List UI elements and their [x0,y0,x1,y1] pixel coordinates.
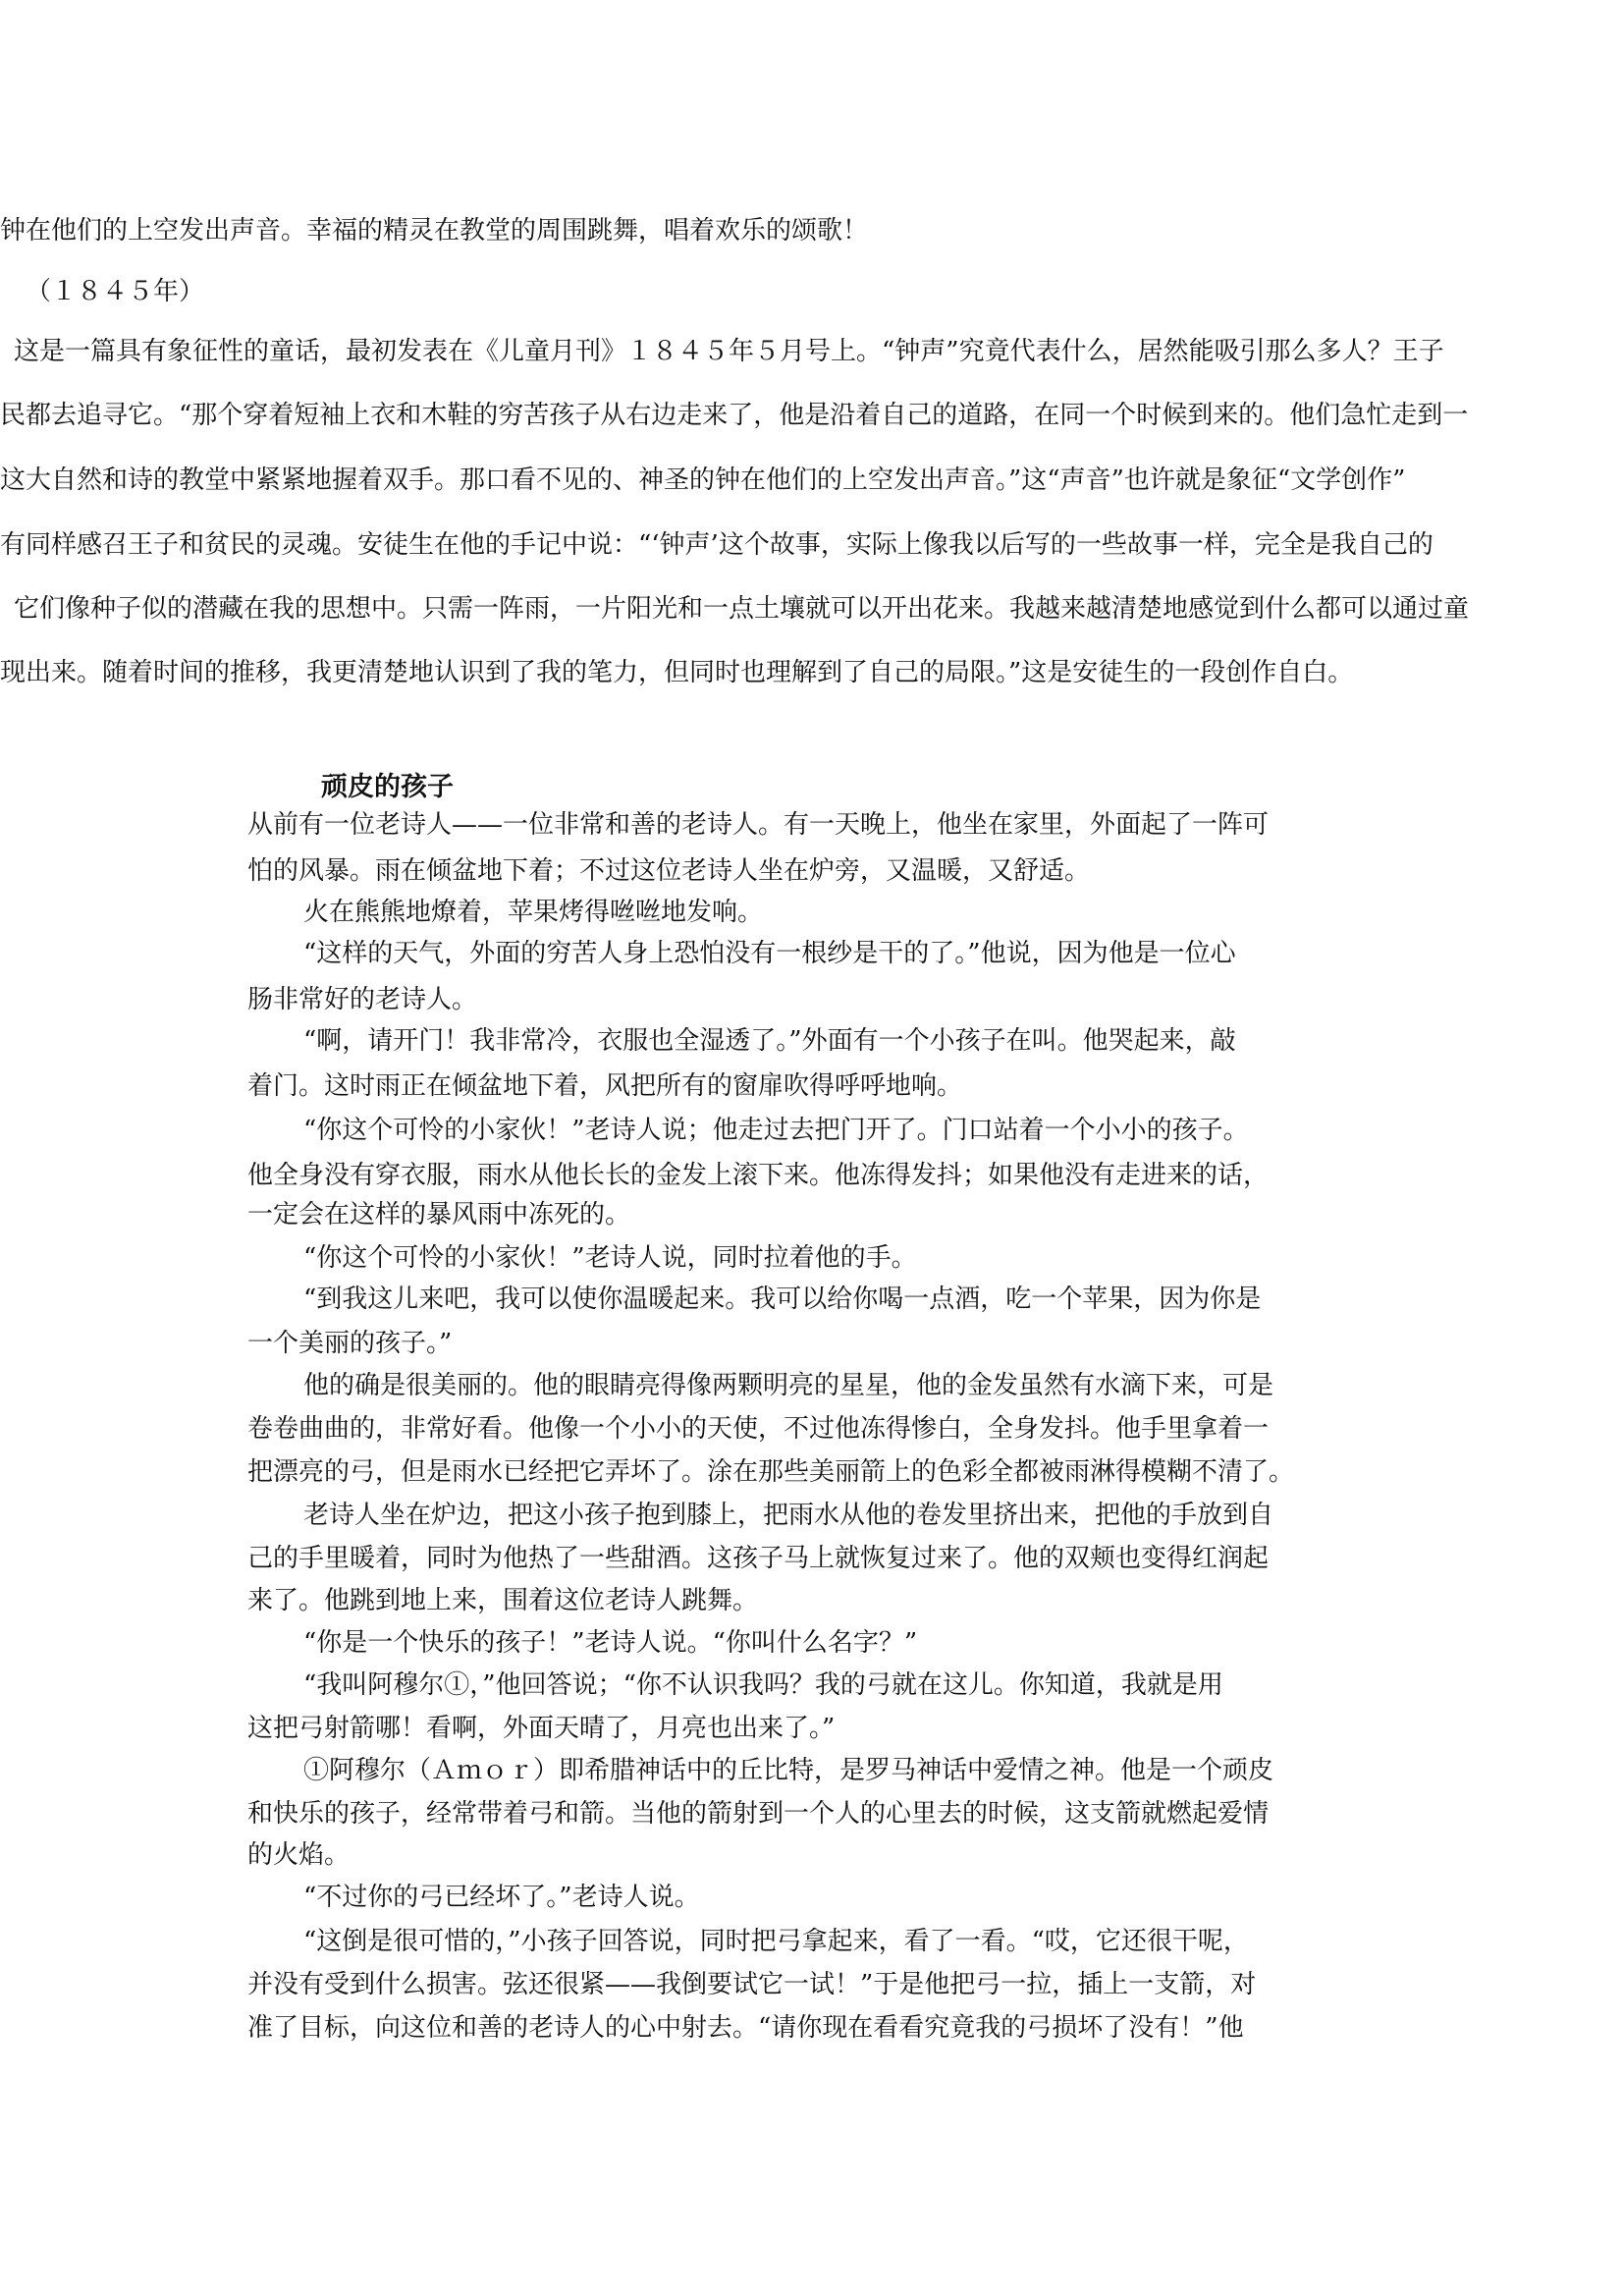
paragraph-line: 这把弓射箭哪！看啊，外面天晴了，月亮也出来了。” [247,1714,836,1743]
footnote-line: ①阿穆尔（Ａｍｏｒ）即希腊神话中的丘比特，是罗马神话中爱情之神。他是一个顽皮 [303,1756,1274,1785]
paragraph-line: “你这个可怜的小家伙！”老诗人说；他走过去把门开了。门口站着一个小小的孩子。 [303,1116,1249,1145]
text-line: 钟在他们的上空发出声音。幸福的精灵在教堂的周围跳舞，唱着欢乐的颂歌！ [0,216,869,246]
paragraph-line: 肠非常好的老诗人。 [247,985,478,1014]
paragraph-line: 己的手里暖着，同时为他热了一些甜酒。这孩子马上就恢复过来了。他的双颊也变得红润起 [247,1544,1270,1573]
commentary-line: 这大自然和诗的教堂中紧紧地握着双手。那口看不见的、神圣的钟在他们的上空发出声音。”这“声音”也许就是象征“文学创作” [0,465,1406,495]
paragraph-line: 把漂亮的弓，但是雨水已经把它弄坏了。涂在那些美丽箭上的色彩全都被雨淋得模糊不清了。 [247,1457,1295,1487]
paragraph-line: “你是一个快乐的孩子！”老诗人说。“你叫什么名字？” [303,1628,918,1658]
paragraph-line: “这倒是很可惜的，”小孩子回答说，同时把弓拿起来，看了一看。“哎，它还很干呢， [303,1927,1249,1956]
paragraph-line: 一个美丽的孩子。” [247,1329,453,1358]
paragraph-line: 着门。这时雨正在倾盆地下着，风把所有的窗扉吹得呼呼地响。 [247,1071,963,1101]
paragraph-line: “你这个可怜的小家伙！”老诗人说，同时拉着他的手。 [303,1243,917,1273]
story-title: 顽皮的孩子 [321,772,454,802]
paragraph-line: 一定会在这样的暴风雨中冻死的。 [247,1200,631,1230]
footnote-line: 和快乐的孩子，经常带着弓和箭。当他的箭射到一个人的心里去的时候，这支箭就燃起爱情 [247,1799,1270,1829]
paragraph-line: 火在熊熊地燎着，苹果烤得咝咝地发响。 [303,898,764,927]
paragraph-line: “这样的天气，外面的穷苦人身上恐怕没有一根纱是干的了。”他说，因为他是一位心 [303,939,1236,968]
paragraph-line: “啊，请开门！我非常冷，衣服也全湿透了。”外面有一个小孩子在叫。他哭起来，敲 [303,1026,1236,1056]
paragraph-line: 来了。他跳到地上来，围着这位老诗人跳舞。 [247,1586,759,1615]
year-note: （１８４５年） [26,277,205,306]
commentary-line: 民都去追寻它。“那个穿着短袖上衣和木鞋的穷苦孩子从右边走来了，他是沿着自己的道路，在同一个时候到来的。他们急忙走到一 [0,401,1469,430]
paragraph-line: 老诗人坐在炉边，把这小孩子抱到膝上，把雨水从他的卷发里挤出来，把他的手放到自 [303,1501,1274,1530]
paragraph-line: “不过你的弓已经坏了。”老诗人说。 [303,1883,700,1912]
paragraph-line: “到我这儿来吧，我可以使你温暖起来。我可以给你喝一点酒，吃一个苹果，因为你是 [303,1285,1262,1314]
commentary-line: 现出来。随着时间的推移，我更清楚地认识到了我的笔力，但同时也理解到了自己的局限。”这是安徒生的一段创作自白。 [0,658,1354,687]
paragraph-line: 并没有受到什么损害。弦还很紧——我倒要试它一试！”于是他把弓一拉，插上一支箭，对 [247,1970,1257,1999]
paragraph-line: 从前有一位老诗人——一位非常和善的老诗人。有一天晚上，他坐在家里，外面起了一阵可 [247,810,1270,840]
commentary-line: 这是一篇具有象征性的童话，最初发表在《儿童月刊》１８４５年５月号上。“钟声”究竟代表什么，居然能吸引那么多人？王子 [14,337,1444,366]
paragraph-line: 卷卷曲曲的，非常好看。他像一个小小的天使，不过他冻得惨白，全身发抖。他手里拿着一 [247,1414,1270,1444]
paragraph-line: 准了目标，向这位和善的老诗人的心中射去。“请你现在看看究竟我的弓损坏了没有！”他 [247,2013,1244,2043]
paragraph-line: “我叫阿穆尔①，”他回答说；“你不认识我吗？我的弓就在这儿。你知道，我就是用 [303,1670,1223,1700]
commentary-line: 它们像种子似的潜藏在我的思想中。只需一阵雨，一片阳光和一点土壤就可以开出花来。我越来越清楚地感觉到什么都可以通过童 [14,594,1470,624]
paragraph-line: 怕的风暴。雨在倾盆地下着；不过这位老诗人坐在炉旁，又温暖，又舒适。 [247,856,1091,886]
commentary-line: 有同样感召王子和贫民的灵魂。安徒生在他的手记中说：“‘钟声’这个故事，实际上像我以后写的一些故事一样，完全是我自己的 [0,530,1434,560]
footnote-line: 的火焰。 [247,1840,351,1870]
paragraph-line: 他全身没有穿衣服，雨水从他长长的金发上滚下来。他冻得发抖；如果他没有走进来的话， [247,1161,1270,1190]
paragraph-line: 他的确是很美丽的。他的眼睛亮得像两颗明亮的星星，他的金发虽然有水滴下来，可是 [303,1371,1274,1400]
